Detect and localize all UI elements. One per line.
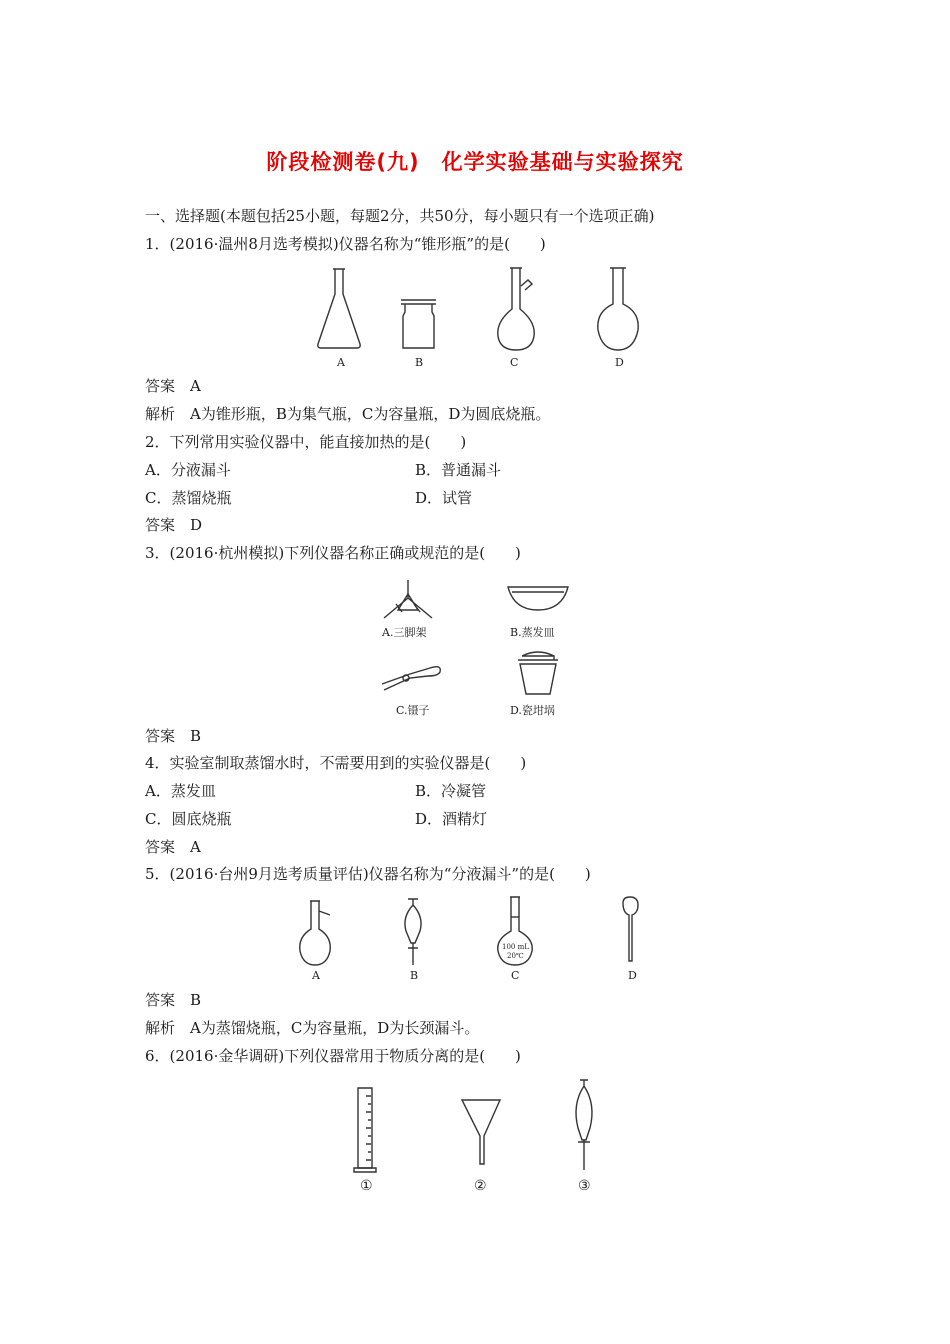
q3-label-a: A.三脚架 <box>382 626 427 639</box>
q2-option-b: B．普通漏斗 <box>415 461 502 479</box>
q1-label-b: B <box>415 356 424 369</box>
q1-answer: 答案 A <box>145 377 201 395</box>
q1-figure <box>300 264 660 374</box>
evaporating-dish-icon <box>508 587 568 610</box>
round-bottom-flask-icon <box>598 268 638 350</box>
q5-label-a: A <box>312 969 320 982</box>
q4-answer: 答案 A <box>145 838 201 856</box>
q3-label-c: C.镊子 <box>396 704 430 717</box>
q5-label-c: C <box>511 969 520 982</box>
q4-stem: 4．实验室制取蒸馏水时，不需要用到的实验仪器是( ) <box>145 754 527 772</box>
q5-figure <box>290 893 670 988</box>
graduated-cylinder-icon <box>354 1088 376 1172</box>
q6-stem: 6．(2016·金华调研)下列仪器常用于物质分离的是( ) <box>145 1047 521 1065</box>
q4-option-a: A．蒸发皿 <box>145 782 216 800</box>
q1-stem: 1．(2016·温州8月选考模拟)仪器名称为“锥形瓶”的是( ) <box>145 235 546 253</box>
porcelain-crucible-icon <box>518 652 558 694</box>
q4-option-d: D．酒精灯 <box>415 810 488 828</box>
q5-answer: 答案 B <box>145 991 202 1009</box>
flask-volume-mark: 100 mL <box>502 943 529 951</box>
q2-option-c: C．蒸馏烧瓶 <box>145 489 232 507</box>
erlenmeyer-flask-icon <box>318 269 360 348</box>
q4-option-c: C．圆底烧瓶 <box>145 810 232 828</box>
q3-answer: 答案 B <box>145 727 202 745</box>
page-title: 阶段检测卷(九) 化学实验基础与实验探究 <box>266 150 684 174</box>
q5-analysis: 解析 A为蒸馏烧瓶，C为容量瓶，D为长颈漏斗。 <box>145 1019 480 1037</box>
q6-label-3: ③ <box>578 1178 591 1194</box>
long-neck-funnel-icon <box>623 897 638 961</box>
q1-analysis: 解析 A为锥形瓶，B为集气瓶，C为容量瓶，D为圆底烧瓶。 <box>145 405 551 423</box>
q5-label-d: D <box>628 969 637 982</box>
q3-figure <box>370 572 600 722</box>
q1-label-a: A <box>337 356 345 369</box>
section-heading: 一、选择题(本题包括25小题，每题2分，共50分，每小题只有一个选项正确) <box>145 207 655 225</box>
q2-stem: 2．下列常用实验仪器中，能直接加热的是( ) <box>145 433 467 451</box>
gas-jar-icon <box>401 300 436 348</box>
q2-option-a: A．分液漏斗 <box>145 461 231 479</box>
q5-label-b: B <box>410 969 419 982</box>
q2-option-d: D．试管 <box>415 489 473 507</box>
separatory-funnel-icon <box>405 899 421 965</box>
q3-stem: 3．(2016·杭州模拟)下列仪器名称正确或规范的是( ) <box>145 544 521 562</box>
q3-label-d: D.瓷坩埚 <box>510 704 555 717</box>
q4-option-b: B．冷凝管 <box>415 782 487 800</box>
crucible-tongs-icon <box>382 667 440 690</box>
funnel-icon <box>462 1100 500 1164</box>
q1-label-d: D <box>615 356 624 369</box>
q5-stem: 5．(2016·台州9月选考质量评估)仪器名称为“分液漏斗”的是( ) <box>145 865 591 883</box>
q1-label-c: C <box>510 356 519 369</box>
q6-label-1: ① <box>360 1178 373 1194</box>
q2-answer: 答案 D <box>145 516 203 534</box>
q6-figure <box>340 1076 620 1196</box>
flask-temperature-mark: 20℃ <box>507 952 524 960</box>
volumetric-flask-icon <box>498 268 534 350</box>
q3-label-b: B.蒸发皿 <box>510 626 555 639</box>
clay-triangle-icon <box>384 580 432 618</box>
q6-label-2: ② <box>474 1178 487 1194</box>
distillation-flask-icon <box>300 901 331 965</box>
separatory-funnel-icon <box>576 1080 592 1170</box>
